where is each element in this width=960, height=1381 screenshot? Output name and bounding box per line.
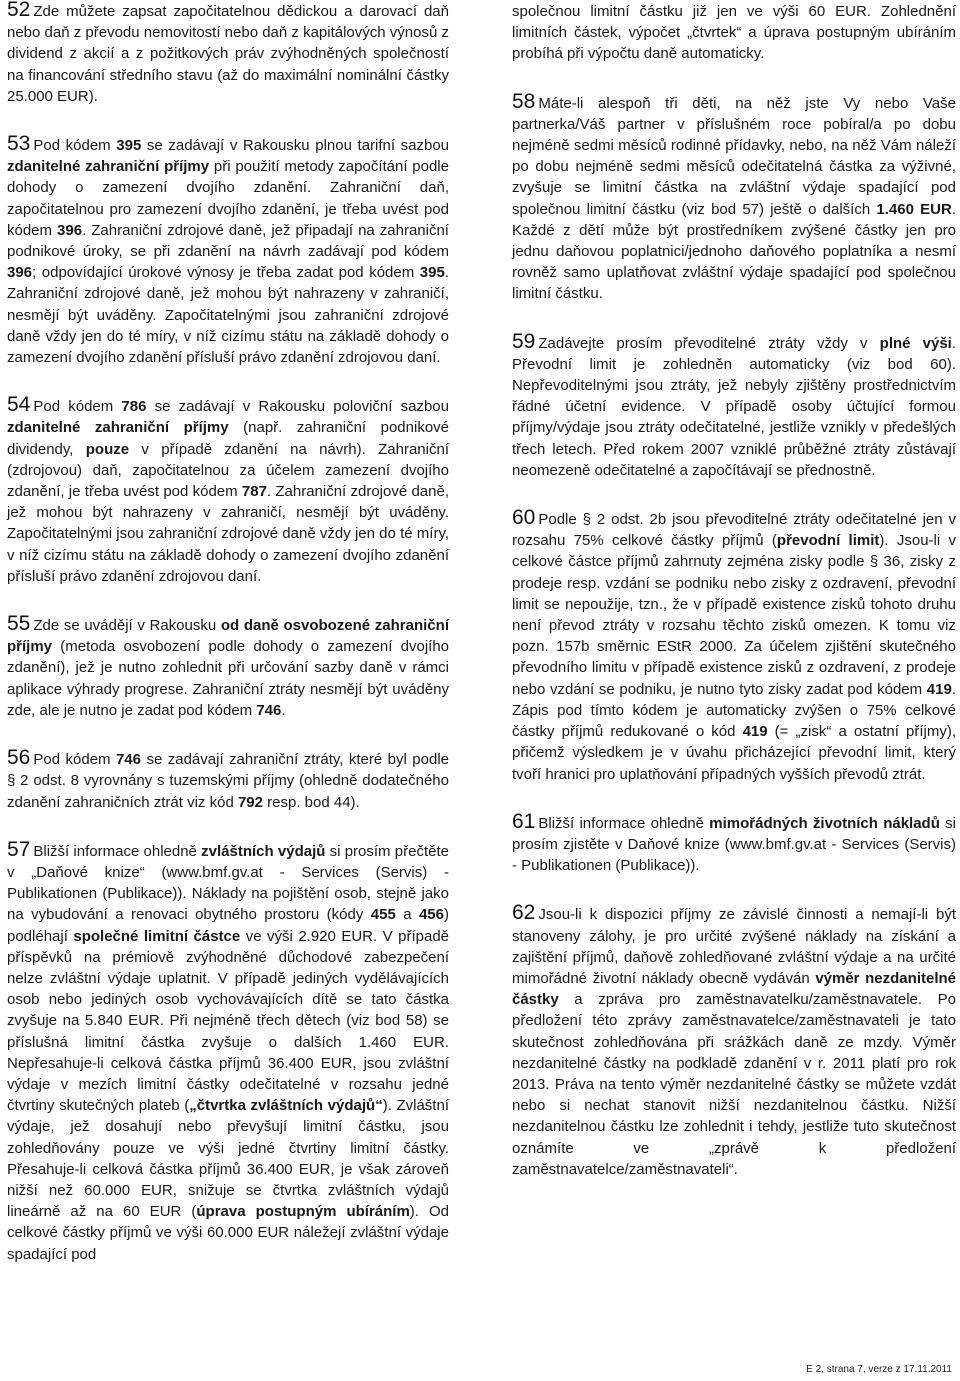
bold-text: 456 [418,906,444,924]
text: si prosím přečtěte v „Daňové knize“ (www.bmf.gv.at - Services (Servis) - Publikationen (Publikace)). Náklady na pojištění osob, stejně jako na vybudování a renovaci obytného prostoru (kódy [7,842,449,924]
text: (např. zahraniční podnikové dividendy, [7,419,450,458]
text: Jsou-li k dispozici příjmy ze závislé činnosti a nemají-li být stanoveny zálohy, je pro určité zvýšené náklady na získání a zajištění příjmů, daňově zohledňované zvláštní výdaje a na určité mimořádné životní náklady obecně vydáván [512,906,956,987]
bold-text: 419 [742,723,768,741]
bold-text: 396 [57,221,83,239]
bold-text: 395 [116,137,142,155]
text: ). Zvláštní výdaje, jež dosahují nebo převyšují limitní částku, jsou zohledňovány pouze ve výši jedné čtvrtiny limitní částky. Přesahuje-li celková částka příjmů 36.400 EUR, je však zároveň nižší než 60.000 EUR, snižuje se čtvrtka zvláštních výdajů lineárně až na 60 EUR ( [7,1097,449,1221]
bold-text: pouze [85,440,130,458]
text: a [395,906,419,924]
text: Máte-li alespoň tři děti, na něž jste Vy nebo Vaše partnerka/Váš partner v příslušném roce pobíral/a po dobu nejméně sedmi měsíců rodinné přídavky, nebo, na něž Vám náleží po dobu nejméně sedmi měsíců odečitatelná částka za výživné, zvyšuje se limitní částka na zvláštní výdaje spadající pod společnou limitní částku (viz bod 57) ještě o dalších [512,94,956,218]
text: Pod kódem [33,398,122,416]
text: Zde se uvádějí v Rakousku [33,617,221,635]
text: ). Jsou-li v celkové částce příjmů zahrnuty zejména zisky podle § 36, zisky z prodeje resp. vzdání se podniku nebo zisky z ozdravení, převodní limit se nepoužije, tzn., že v případě existence zisků tohoto druhu není převod ztráty v rozsahu těchto zisků omezen. K tomu viz pozn. 157b směrnic EStR 2000. Za účelem zjištění skutečného převodního limitu v případě existence zisků z ozdravení, z prodeje nebo vzdání se podniku, je nutno tyto zisky zadat pod kódem [512,532,957,698]
note-paragraph [7,612,449,721]
note-paragraph [7,837,450,1265]
text: společnou limitní částku již jen ve výši 60 EUR. Zohlednění limitních částek, výpočet „čtvrtek“ a úprava postupným ubíráním probíhá při výpočtu daně automaticky. [512,3,956,63]
note-paragraph [512,809,956,877]
text: (metoda osvobození podle dohody o zamezení dvojího zdanění), jež je nutno zohlednit při určování sazby daně v rámci aplikace výhrady progrese. Zahraniční ztráty nesmějí být uváděny zde, ale je nutno je zadat pod kódem [7,638,449,719]
text: . Každé z dětí může být prostředníkem zvýšené částky jen pro jednu daňovou poplatnici/jednoho daňového poplatníka a nesmí rovněž samo uplatňovat zvláštní výdaje spadající pod společnou limitní částku. [512,200,956,303]
bold-text: 787 [241,483,267,501]
text: ve výši 2.920 EUR. V případě příspěvků na prémiově zvýhodněné důchodové zabezpečení nelze zvláštní výdaje uplatnit. V případě jediných vydělávajících osob nebo jediných osob vychovávajících dítě se tato částka zvyšuje na 5.840 EUR. Při nejméně třech dětech (viz bod 58) se příslušná limitní částka zvyšuje o dalších 1.460 EUR. Nepřesahuje-li celková částka příjmů 36.400 EUR, jsou zvláštní výdaje v mezích limitní částky odečitatelné v rozsahu jedné čtvrtiny skutečných plateb ( [7,927,450,1115]
note-paragraph [7,132,450,368]
bold-text: výměr nezdanitelné částky [512,969,956,1009]
note-number: 58 [512,89,536,113]
text: Zde můžete zapsat započitatelnou dědickou a darovací daň nebo daň z převodu nemovitostí nebo daň z kapitálových výnosů z dividend z akcií a z požitkových práv zvýhodněných společností na financování středního stavu (až do maximální nominální částky 25.000 EUR). [7,3,449,105]
bold-text: 786 [121,398,147,416]
text: Pod kódem [33,751,116,769]
text: . Převodní limit je zohledněn automaticky (viz bod 60). Nepřevoditelnými jsou ztráty, jež nebyly zjištěny prostřednictvím řádné účetní evidence. V případě osoby účtující formou příjmy/výdaje jsou ztráty odečitatelné, jestliže vznikly v předešlých třech letech. Před rokem 2007 vzniklé průběžné ztráty zůstávají neomezeně odečitatelné a započítávají se přednostně. [512,334,956,479]
text: si prosím zjistěte v Daňové knize (www.bmf.gv.at - Services (Servis) - Publikationen (Publikace)). [512,814,956,875]
bold-text: převodní limit [776,532,880,550]
text: Zadávejte prosím převoditelné ztráty vždy v [538,334,880,352]
note-number: 57 [7,837,31,861]
text: se zadávají zahraniční ztráty, které byl podle § 2 odst. 8 vyrovnány s tuzemskými příjmy (ohledně dodatečného zdanění zahraničních ztrát viz kód [7,751,449,811]
note-number: 61 [512,809,536,833]
text: se zadávají v Rakousku plnou tarifní sazbou [141,137,450,155]
bold-text: od daně osvobozené zahraniční příjmy [7,617,449,656]
text: . Zahraniční zdrojové daně, jež mohou být nahrazeny v zahraničí, nesmějí být uváděny. Započitatelnými jsou zahraniční zdrojové daně vždy jen do té míry, v níž cizímu státu na základě dohody o zamezení dvojího zdanění přísluší právo zdanění zdrojovou daní. [7,483,449,585]
note-paragraph [7,1,449,107]
text: Bližší informace ohledně [33,842,202,860]
text: ). Od celkové částky příjmů ve výši 60.000 EUR náležejí zvláštní výdaje spadající pod [7,1203,449,1263]
text: . [281,701,286,719]
bold-text: „čtvrtka zvláštních výdajů“ [189,1097,383,1115]
text: ) podléhají [7,906,449,945]
bold-text: 455 [370,906,396,924]
note-number: 55 [7,612,31,636]
bold-text: úprava postupným ubíráním [196,1203,410,1221]
bold-text: 746 [256,701,282,719]
note-paragraph [512,329,956,481]
bold-text: zvláštních výdajů [201,842,326,860]
text: . Zahraniční zdrojové daně, jež připadají na zahraniční podnikové úroky, se při zdanění na návrh zadávají pod kódem [7,221,449,261]
note-paragraph [512,1,956,65]
bold-text: plné výši [879,334,952,352]
note-number: 53 [7,132,31,156]
right-column [512,1,956,1180]
note-number: 59 [512,329,536,353]
bold-text: společné limitní částce [73,927,241,945]
note-number: 52 [7,0,31,21]
note-paragraph [7,393,450,587]
text: se zadávají v Rakousku poloviční sazbou [146,398,449,416]
text: . Zahraniční zdrojové daně, jež mohou být nahrazeny v zahraničí, nesmějí být uváděny. Započitatelnými jsou zahraniční zdrojové daně vždy jen do té míry, v níž cizímu státu na základě dohody o zamezení dvojího zdanění přísluší právo zdanění zdrojovou daní. [7,264,449,367]
bold-text: mimořádných životních nákladů [709,814,940,832]
note-paragraph [512,89,956,305]
bold-text: 419 [926,680,952,698]
text: ; odpovídající úrokové výnosy je třeba zadat pod kódem [32,264,420,282]
note-number: 62 [512,901,536,925]
note-paragraph [512,506,957,785]
note-number: 54 [7,393,31,417]
bold-text: 746 [115,751,141,769]
bold-text: 792 [237,793,263,811]
bold-text: 1.460 EUR [876,200,952,218]
note-paragraph [512,901,956,1180]
text: Bližší informace ohledně [538,814,710,832]
text: Pod kódem [33,137,117,155]
left-column [7,1,449,1265]
bold-text: zdanitelné zahraniční příjmy [7,158,210,176]
text: při použití metody započítání podle dohody o zamezení dvojího zdanění. Zahraniční daň, započitatelnou pro zamezení dvojího zdanění, je třeba uvést pod kódem [7,158,449,239]
bold-text: 395 [419,264,445,282]
text: Podle § 2 odst. 2b jsou převoditelné ztráty odečitatelné jen v rozsahu 75% celkové částky příjmů ( [512,511,956,550]
text: (= „zisk“ a ostatní příjmy), přičemž výsledkem je v úvahu přicházející převodní limit, který tvoří hranici pro uplatňování případných vyšších převodů ztrát. [512,723,956,783]
text: . Zápis pod tímto kódem je automaticky zvýšen o 75% celkové částky příjmů redukované o kód [512,680,956,741]
page-footer: E 2, strana 7, verze z 17.11.2011 [806,1364,952,1375]
text: resp. bod 44). [263,793,360,811]
text: a zpráva pro zaměstnavatelku/zaměstnavatele. Po předložení této zprávy zaměstnavatelce/zaměstnavateli je tato skutečnost zohledňována při srážkách daně ze mzdy. Výměr nezdanitelné částky na podkladě zdanění v r. 2011 platí pro rok 2013. Práva na tento výměr nezdanitelné částky se můžete vzdát nebo si nechat stanovit nižší nezdanitelnou částku. Nižší nezdanitelnou částku lze zohlednit i tehdy, jestliže tuto skutečnost oznámíte ve „zprávě k předložení zaměstnavatelce/zaměstnavateli“. [512,991,956,1178]
text: v případě zdanění na návrh). Zahraniční (zdrojovou) daň, započitatelnou za účelem zamezení dvojího zdanění, je třeba uvést pod kódem [7,440,449,501]
bold-text: 396 [7,264,33,282]
note-number: 60 [512,506,536,530]
bold-text: zdanitelné zahraniční příjmy [7,419,229,437]
note-number: 56 [7,746,31,770]
note-paragraph [7,746,449,813]
